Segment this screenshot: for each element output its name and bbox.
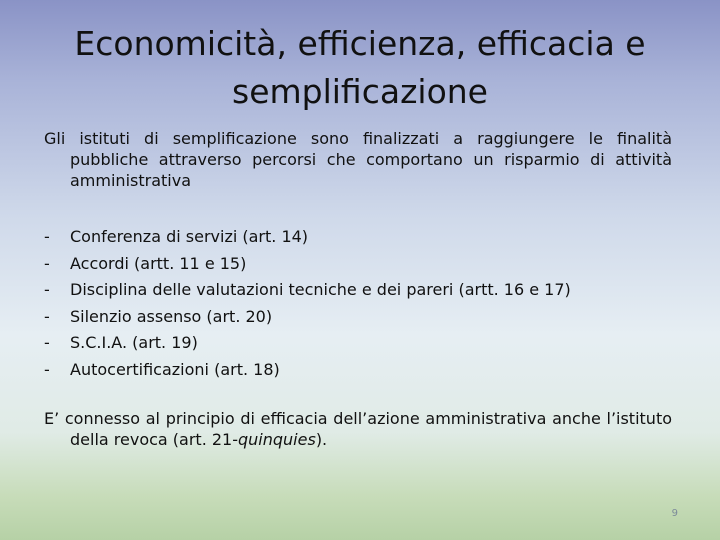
list-item xyxy=(44,304,674,331)
list-item-text: S.C.I.A. (art. 19) xyxy=(70,333,198,352)
bullet-marker: - xyxy=(44,306,50,326)
list-item-text: Autocertificazioni (art. 18) xyxy=(70,359,280,379)
slide-title: Economicità, efficienza, efficacia e semplificazione xyxy=(74,24,646,111)
bullet-marker: - xyxy=(44,280,50,299)
bullet-marker: - xyxy=(44,333,50,352)
list-item xyxy=(44,357,674,384)
bullet-marker: - xyxy=(44,227,50,246)
list-item-text: Disciplina delle valutazioni tecniche e dei pareri (artt. 16 e 17) xyxy=(70,280,571,299)
list-item-text: Silenzio assenso (art. 20) xyxy=(70,306,273,326)
closing-italic-text: quinquies xyxy=(238,430,316,449)
bullet-marker: - xyxy=(44,359,50,379)
closing-text: E’ connesso al principio di efficacia dell’azione amministrativa anche l’istituto della revoca (art. 21- xyxy=(44,409,672,449)
intro-paragraph: Gli istituti di semplificazione sono finalizzati a raggiungere le finalità pubbliche attraverso percorsi che comportano un risparmio di attività amministrativa xyxy=(44,129,672,190)
page-number: 9 xyxy=(671,508,678,519)
bullet-list xyxy=(44,224,674,383)
closing-paragraph xyxy=(44,408,672,450)
bullet-marker: - xyxy=(44,253,50,273)
list-item xyxy=(44,277,674,304)
list-item xyxy=(44,224,674,251)
list-item-text: Conferenza di servizi (art. 14) xyxy=(70,227,309,246)
closing-text-end: ). xyxy=(315,430,328,449)
list-item xyxy=(44,251,674,278)
list-item xyxy=(44,330,674,357)
list-item-text: Accordi (artt. 11 e 15) xyxy=(70,253,247,273)
